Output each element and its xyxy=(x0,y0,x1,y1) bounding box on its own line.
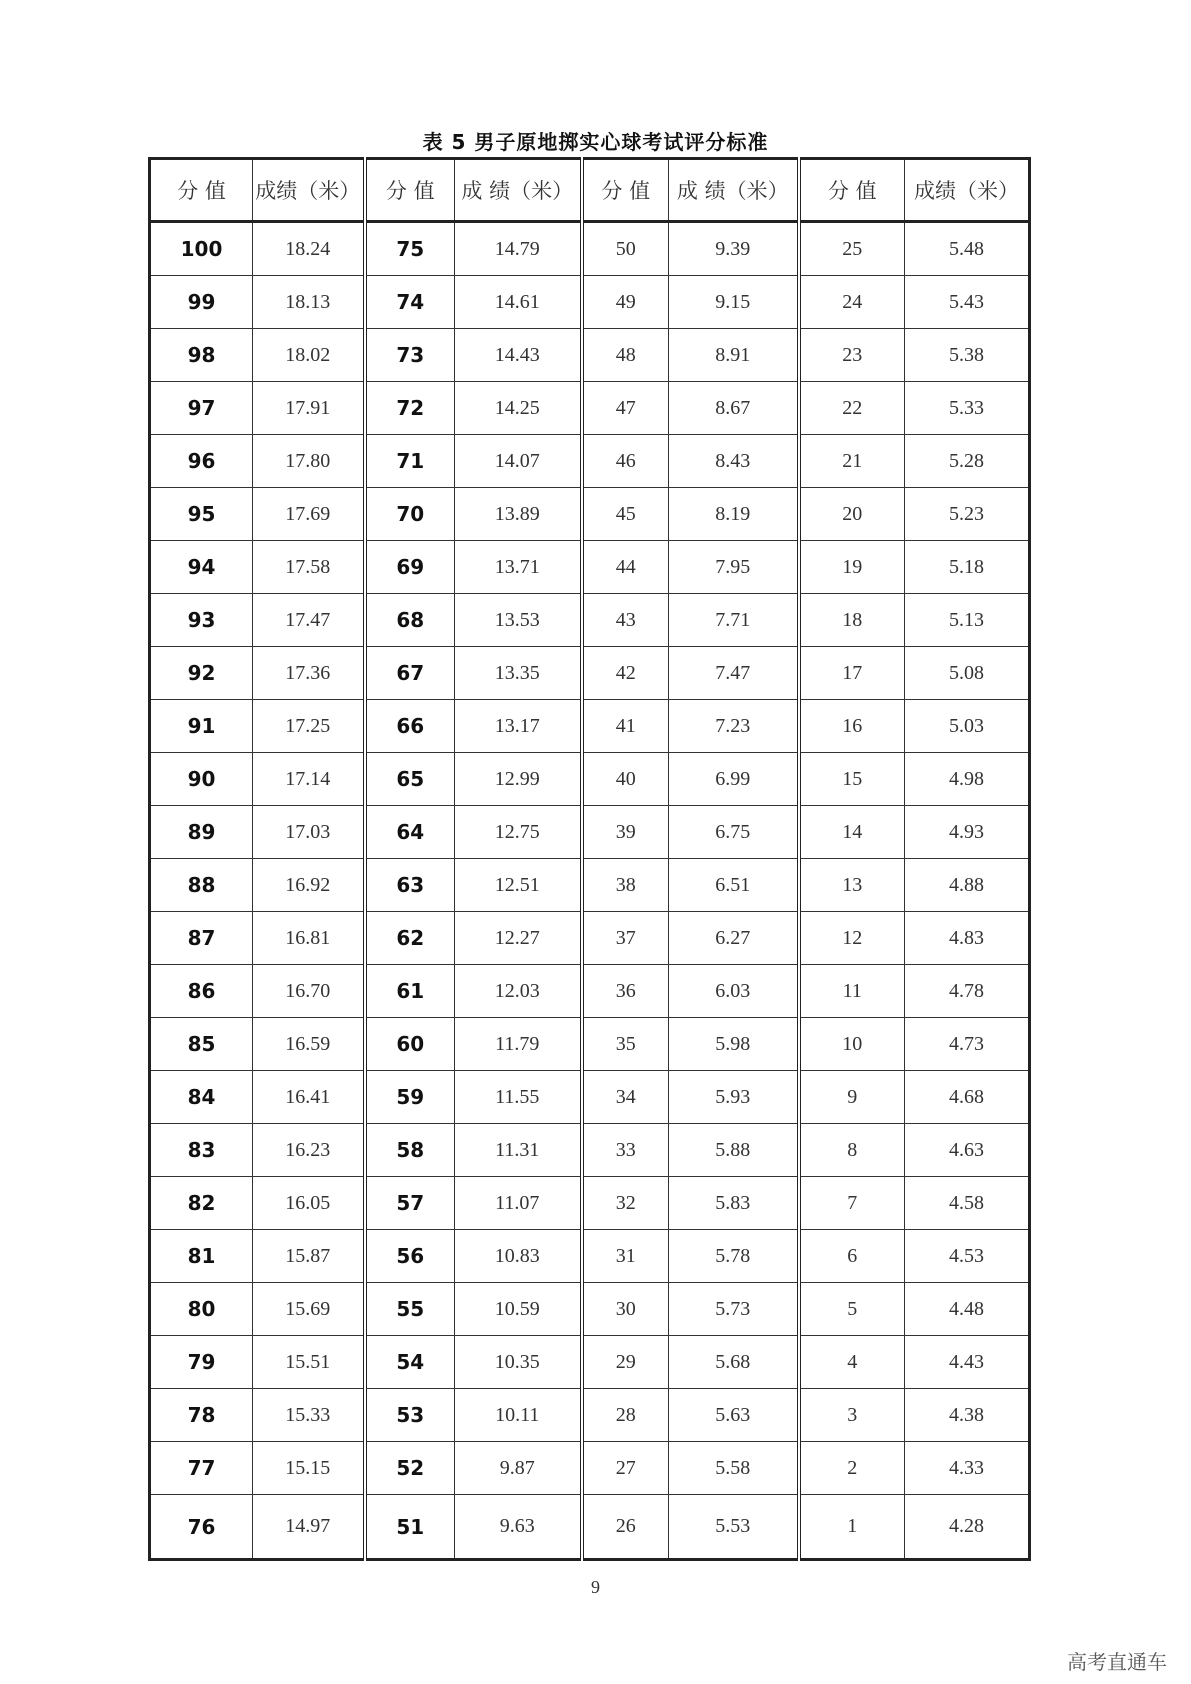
result-cell: 4.48 xyxy=(905,1283,1030,1336)
page-number: 9 xyxy=(591,1577,600,1597)
score-cell: 77 xyxy=(150,1442,253,1495)
score-cell: 40 xyxy=(582,753,669,806)
score-cell: 13 xyxy=(799,859,905,912)
table-row xyxy=(150,1071,1030,1124)
score-cell: 39 xyxy=(582,806,669,859)
result-cell: 4.28 xyxy=(905,1495,1030,1560)
result-cell: 10.59 xyxy=(455,1283,582,1336)
score-cell: 68 xyxy=(365,594,455,647)
score-cell: 8 xyxy=(799,1124,905,1177)
result-cell: 4.33 xyxy=(905,1442,1030,1495)
score-cell: 36 xyxy=(582,965,669,1018)
score-cell: 35 xyxy=(582,1018,669,1071)
result-cell: 7.47 xyxy=(669,647,799,700)
result-cell: 9.63 xyxy=(455,1495,582,1560)
score-cell: 97 xyxy=(150,382,253,435)
result-cell: 16.05 xyxy=(253,1177,365,1230)
result-cell: 16.81 xyxy=(253,912,365,965)
score-cell: 58 xyxy=(365,1124,455,1177)
header-score: 分 值 xyxy=(582,159,669,222)
table-row xyxy=(150,435,1030,488)
result-cell: 4.98 xyxy=(905,753,1030,806)
score-cell: 22 xyxy=(799,382,905,435)
score-cell: 55 xyxy=(365,1283,455,1336)
table-row xyxy=(150,647,1030,700)
result-cell: 9.15 xyxy=(669,276,799,329)
result-cell: 11.07 xyxy=(455,1177,582,1230)
result-cell: 4.43 xyxy=(905,1336,1030,1389)
result-cell: 4.73 xyxy=(905,1018,1030,1071)
result-cell: 5.93 xyxy=(669,1071,799,1124)
result-cell: 17.14 xyxy=(253,753,365,806)
score-cell: 12 xyxy=(799,912,905,965)
result-cell: 11.31 xyxy=(455,1124,582,1177)
table-row xyxy=(150,382,1030,435)
score-cell: 95 xyxy=(150,488,253,541)
score-cell: 26 xyxy=(582,1495,669,1560)
result-cell: 8.67 xyxy=(669,382,799,435)
result-cell: 9.39 xyxy=(669,222,799,276)
score-cell: 7 xyxy=(799,1177,905,1230)
score-cell: 16 xyxy=(799,700,905,753)
result-cell: 4.68 xyxy=(905,1071,1030,1124)
score-cell: 85 xyxy=(150,1018,253,1071)
score-cell: 11 xyxy=(799,965,905,1018)
result-cell: 17.36 xyxy=(253,647,365,700)
table-row xyxy=(150,276,1030,329)
result-cell: 10.35 xyxy=(455,1336,582,1389)
result-cell: 6.03 xyxy=(669,965,799,1018)
score-cell: 51 xyxy=(365,1495,455,1560)
result-cell: 16.70 xyxy=(253,965,365,1018)
score-cell: 18 xyxy=(799,594,905,647)
score-cell: 88 xyxy=(150,859,253,912)
table-row xyxy=(150,700,1030,753)
score-cell: 56 xyxy=(365,1230,455,1283)
score-cell: 98 xyxy=(150,329,253,382)
header-result: 成绩（米） xyxy=(253,159,365,222)
table-row xyxy=(150,488,1030,541)
result-cell: 16.41 xyxy=(253,1071,365,1124)
score-cell: 75 xyxy=(365,222,455,276)
result-cell: 18.13 xyxy=(253,276,365,329)
score-cell: 60 xyxy=(365,1018,455,1071)
result-cell: 18.02 xyxy=(253,329,365,382)
result-cell: 5.68 xyxy=(669,1336,799,1389)
score-cell: 96 xyxy=(150,435,253,488)
score-cell: 94 xyxy=(150,541,253,594)
result-cell: 5.03 xyxy=(905,700,1030,753)
result-cell: 13.17 xyxy=(455,700,582,753)
score-cell: 89 xyxy=(150,806,253,859)
score-cell: 76 xyxy=(150,1495,253,1560)
table-row xyxy=(150,1336,1030,1389)
score-cell: 14 xyxy=(799,806,905,859)
score-cell: 73 xyxy=(365,329,455,382)
result-cell: 5.53 xyxy=(669,1495,799,1560)
result-cell: 5.78 xyxy=(669,1230,799,1283)
score-cell: 19 xyxy=(799,541,905,594)
result-cell: 12.75 xyxy=(455,806,582,859)
result-cell: 15.33 xyxy=(253,1389,365,1442)
result-cell: 6.51 xyxy=(669,859,799,912)
score-cell: 84 xyxy=(150,1071,253,1124)
score-cell: 57 xyxy=(365,1177,455,1230)
score-cell: 49 xyxy=(582,276,669,329)
score-cell: 21 xyxy=(799,435,905,488)
table-row xyxy=(150,753,1030,806)
result-cell: 12.99 xyxy=(455,753,582,806)
result-cell: 13.53 xyxy=(455,594,582,647)
result-cell: 16.92 xyxy=(253,859,365,912)
result-cell: 15.15 xyxy=(253,1442,365,1495)
result-cell: 12.27 xyxy=(455,912,582,965)
result-cell: 9.87 xyxy=(455,1442,582,1495)
result-cell: 14.61 xyxy=(455,276,582,329)
result-cell: 12.03 xyxy=(455,965,582,1018)
score-cell: 20 xyxy=(799,488,905,541)
result-cell: 5.13 xyxy=(905,594,1030,647)
result-cell: 14.43 xyxy=(455,329,582,382)
result-cell: 8.19 xyxy=(669,488,799,541)
result-cell: 13.71 xyxy=(455,541,582,594)
score-cell: 99 xyxy=(150,276,253,329)
table-row xyxy=(150,1283,1030,1336)
score-cell: 69 xyxy=(365,541,455,594)
result-cell: 5.43 xyxy=(905,276,1030,329)
score-cell: 50 xyxy=(582,222,669,276)
score-cell: 5 xyxy=(799,1283,905,1336)
result-cell: 17.80 xyxy=(253,435,365,488)
score-cell: 70 xyxy=(365,488,455,541)
header-result: 成 绩（米） xyxy=(455,159,582,222)
header-score: 分 值 xyxy=(799,159,905,222)
result-cell: 16.23 xyxy=(253,1124,365,1177)
result-cell: 5.73 xyxy=(669,1283,799,1336)
result-cell: 5.08 xyxy=(905,647,1030,700)
table-row xyxy=(150,1124,1030,1177)
score-cell: 83 xyxy=(150,1124,253,1177)
header-row xyxy=(150,159,1030,222)
score-cell: 25 xyxy=(799,222,905,276)
score-cell: 41 xyxy=(582,700,669,753)
score-cell: 9 xyxy=(799,1071,905,1124)
result-cell: 17.03 xyxy=(253,806,365,859)
result-cell: 15.87 xyxy=(253,1230,365,1283)
result-cell: 4.93 xyxy=(905,806,1030,859)
score-cell: 54 xyxy=(365,1336,455,1389)
score-cell: 92 xyxy=(150,647,253,700)
header-result: 成绩（米） xyxy=(905,159,1030,222)
result-cell: 15.51 xyxy=(253,1336,365,1389)
result-cell: 5.63 xyxy=(669,1389,799,1442)
score-cell: 34 xyxy=(582,1071,669,1124)
result-cell: 11.79 xyxy=(455,1018,582,1071)
score-cell: 53 xyxy=(365,1389,455,1442)
table-row xyxy=(150,806,1030,859)
header-result: 成 绩（米） xyxy=(669,159,799,222)
score-cell: 87 xyxy=(150,912,253,965)
result-cell: 8.43 xyxy=(669,435,799,488)
score-cell: 62 xyxy=(365,912,455,965)
score-cell: 72 xyxy=(365,382,455,435)
score-cell: 64 xyxy=(365,806,455,859)
table-title: 表 5 男子原地掷实心球考试评分标准 xyxy=(422,130,769,154)
result-cell: 17.47 xyxy=(253,594,365,647)
result-cell: 7.95 xyxy=(669,541,799,594)
score-cell: 44 xyxy=(582,541,669,594)
score-cell: 17 xyxy=(799,647,905,700)
watermark: 高考直通车 xyxy=(1067,1650,1167,1674)
score-cell: 47 xyxy=(582,382,669,435)
table-row xyxy=(150,594,1030,647)
score-cell: 81 xyxy=(150,1230,253,1283)
result-cell: 16.59 xyxy=(253,1018,365,1071)
score-cell: 74 xyxy=(365,276,455,329)
table-row xyxy=(150,1018,1030,1071)
result-cell: 12.51 xyxy=(455,859,582,912)
score-cell: 15 xyxy=(799,753,905,806)
score-cell: 79 xyxy=(150,1336,253,1389)
score-cell: 32 xyxy=(582,1177,669,1230)
result-cell: 4.38 xyxy=(905,1389,1030,1442)
score-cell: 46 xyxy=(582,435,669,488)
score-cell: 71 xyxy=(365,435,455,488)
score-cell: 67 xyxy=(365,647,455,700)
score-cell: 4 xyxy=(799,1336,905,1389)
result-cell: 4.83 xyxy=(905,912,1030,965)
score-cell: 6 xyxy=(799,1230,905,1283)
result-cell: 5.23 xyxy=(905,488,1030,541)
result-cell: 17.58 xyxy=(253,541,365,594)
score-cell: 24 xyxy=(799,276,905,329)
result-cell: 13.89 xyxy=(455,488,582,541)
score-cell: 93 xyxy=(150,594,253,647)
score-cell: 23 xyxy=(799,329,905,382)
score-cell: 33 xyxy=(582,1124,669,1177)
table-row xyxy=(150,859,1030,912)
result-cell: 4.53 xyxy=(905,1230,1030,1283)
score-cell: 27 xyxy=(582,1442,669,1495)
score-cell: 42 xyxy=(582,647,669,700)
result-cell: 5.28 xyxy=(905,435,1030,488)
score-cell: 59 xyxy=(365,1071,455,1124)
table-row xyxy=(150,1230,1030,1283)
result-cell: 6.27 xyxy=(669,912,799,965)
header-score: 分 值 xyxy=(365,159,455,222)
result-cell: 5.58 xyxy=(669,1442,799,1495)
result-cell: 5.83 xyxy=(669,1177,799,1230)
score-cell: 65 xyxy=(365,753,455,806)
result-cell: 8.91 xyxy=(669,329,799,382)
table-row xyxy=(150,1177,1030,1230)
score-cell: 80 xyxy=(150,1283,253,1336)
table-row xyxy=(150,541,1030,594)
score-cell: 1 xyxy=(799,1495,905,1560)
result-cell: 10.11 xyxy=(455,1389,582,1442)
score-cell: 61 xyxy=(365,965,455,1018)
table-row xyxy=(150,222,1030,276)
score-cell: 30 xyxy=(582,1283,669,1336)
header-score: 分 值 xyxy=(150,159,253,222)
score-cell: 45 xyxy=(582,488,669,541)
score-cell: 48 xyxy=(582,329,669,382)
score-cell: 37 xyxy=(582,912,669,965)
result-cell: 5.33 xyxy=(905,382,1030,435)
table-row xyxy=(150,912,1030,965)
result-cell: 4.63 xyxy=(905,1124,1030,1177)
score-cell: 28 xyxy=(582,1389,669,1442)
result-cell: 15.69 xyxy=(253,1283,365,1336)
score-cell: 2 xyxy=(799,1442,905,1495)
table-row xyxy=(150,1495,1030,1560)
result-cell: 10.83 xyxy=(455,1230,582,1283)
score-cell: 82 xyxy=(150,1177,253,1230)
result-cell: 17.25 xyxy=(253,700,365,753)
result-cell: 4.58 xyxy=(905,1177,1030,1230)
score-cell: 66 xyxy=(365,700,455,753)
scoring-table xyxy=(148,157,1031,1561)
result-cell: 4.78 xyxy=(905,965,1030,1018)
result-cell: 13.35 xyxy=(455,647,582,700)
result-cell: 4.88 xyxy=(905,859,1030,912)
result-cell: 17.69 xyxy=(253,488,365,541)
result-cell: 17.91 xyxy=(253,382,365,435)
table-row xyxy=(150,965,1030,1018)
score-cell: 90 xyxy=(150,753,253,806)
table-row xyxy=(150,329,1030,382)
score-cell: 100 xyxy=(150,222,253,276)
result-cell: 18.24 xyxy=(253,222,365,276)
result-cell: 14.07 xyxy=(455,435,582,488)
result-cell: 5.38 xyxy=(905,329,1030,382)
result-cell: 6.75 xyxy=(669,806,799,859)
score-cell: 91 xyxy=(150,700,253,753)
score-cell: 3 xyxy=(799,1389,905,1442)
result-cell: 7.71 xyxy=(669,594,799,647)
table-row xyxy=(150,1442,1030,1495)
score-cell: 86 xyxy=(150,965,253,1018)
score-cell: 38 xyxy=(582,859,669,912)
result-cell: 14.79 xyxy=(455,222,582,276)
result-cell: 5.88 xyxy=(669,1124,799,1177)
score-cell: 43 xyxy=(582,594,669,647)
result-cell: 14.97 xyxy=(253,1495,365,1560)
result-cell: 5.48 xyxy=(905,222,1030,276)
result-cell: 5.18 xyxy=(905,541,1030,594)
score-cell: 31 xyxy=(582,1230,669,1283)
result-cell: 14.25 xyxy=(455,382,582,435)
result-cell: 6.99 xyxy=(669,753,799,806)
score-cell: 78 xyxy=(150,1389,253,1442)
result-cell: 11.55 xyxy=(455,1071,582,1124)
score-cell: 52 xyxy=(365,1442,455,1495)
result-cell: 7.23 xyxy=(669,700,799,753)
table-row xyxy=(150,1389,1030,1442)
score-cell: 63 xyxy=(365,859,455,912)
result-cell: 5.98 xyxy=(669,1018,799,1071)
score-cell: 29 xyxy=(582,1336,669,1389)
score-cell: 10 xyxy=(799,1018,905,1071)
